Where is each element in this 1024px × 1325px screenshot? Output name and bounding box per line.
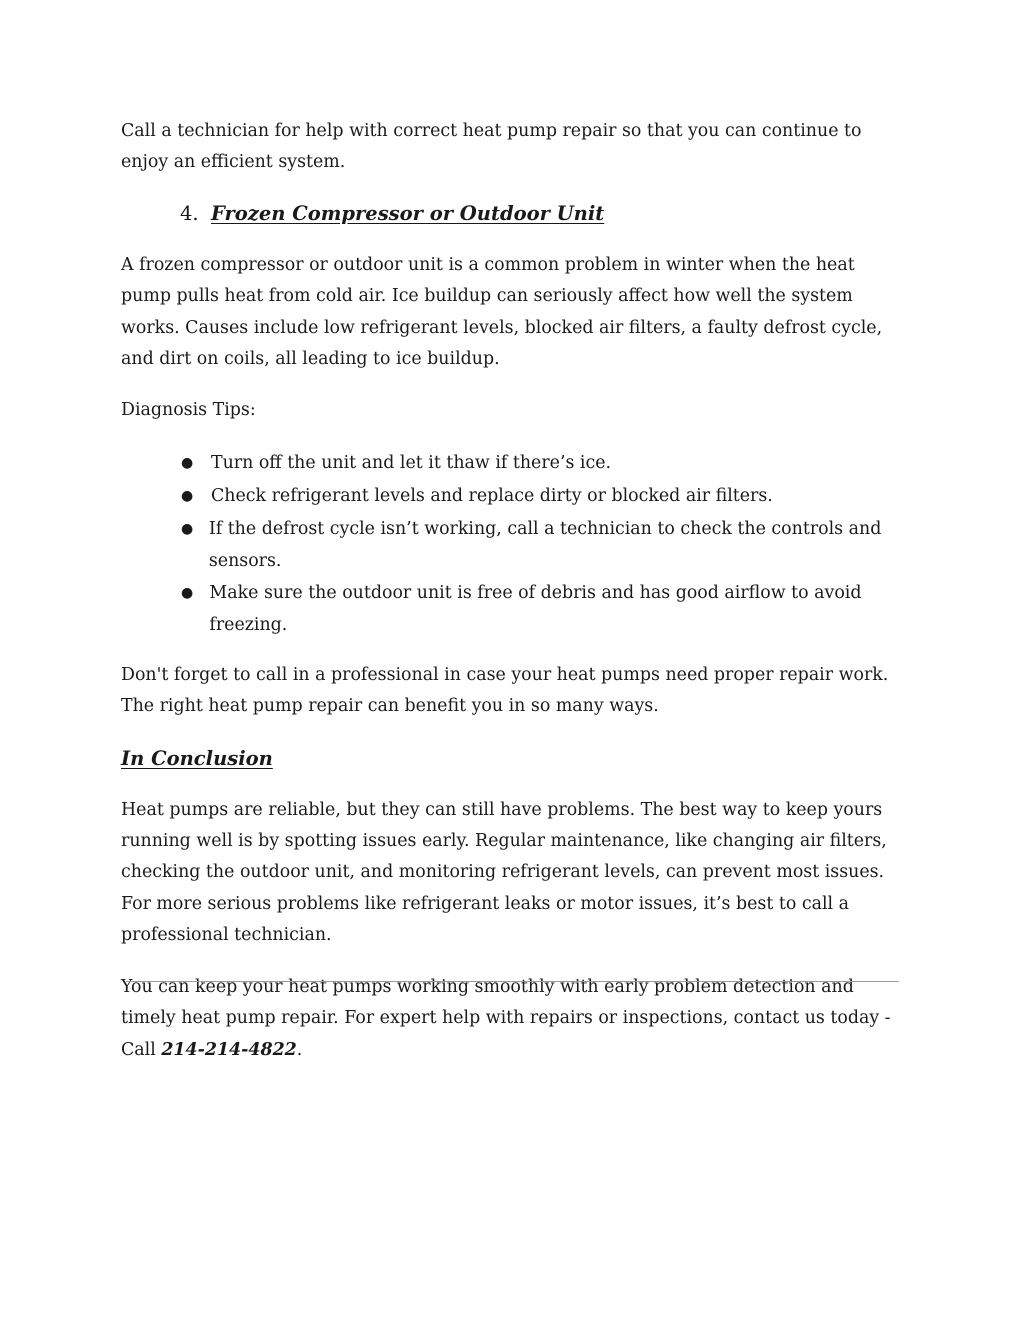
section-number: 4. [180, 201, 199, 225]
list-item [181, 513, 906, 577]
horizontal-divider [126, 981, 899, 982]
conclusion-heading: In Conclusion [121, 746, 273, 770]
conclusion-period: . [296, 1039, 303, 1060]
list-item [181, 447, 906, 480]
bullet-icon: ● [181, 487, 194, 504]
section-4-heading [180, 198, 906, 230]
tip-text: Turn off the unit and let it thaw if there’s ice. [211, 452, 612, 473]
tip-text: If the defrost cycle isn’t working, call a technician to check the controls and sensors. [208, 518, 882, 571]
call-professional-paragraph: Don't forget to call in a professional in case your heat pumps need proper repair work. The right heat pump repair can benefit you in so many ways. [121, 664, 889, 717]
bullet-icon: ● [181, 454, 194, 471]
list-item [181, 577, 906, 641]
phone-number: 214-214-4822 [161, 1039, 297, 1060]
list-item [181, 480, 906, 513]
intro-paragraph: Call a technician for help with correct heat pump repair so that you can continue to enjoy an efficient system. [121, 121, 862, 173]
document-page [121, 116, 906, 1066]
frozen-description-paragraph: A frozen compressor or outdoor unit is a common problem in winter when the heat pump pulls heat from cold air. Ice buildup can seriously affect how well the system works. Causes include low refrigerant levels, blocked air filters, a faulty defrost cycle, and dirt on coils, all leading to ice buildup. [121, 254, 883, 370]
tip-text: Make sure the outdoor unit is free of debris and has good airflow to avoid freezing. [209, 582, 862, 635]
diagnosis-tips-list [121, 447, 906, 641]
bullet-icon: ● [181, 520, 194, 537]
tip-text: Check refrigerant levels and replace dirty or blocked air filters. [211, 485, 773, 506]
conclusion-paragraph-1: Heat pumps are reliable, but they can still have problems. The best way to keep yours running well is by spotting issues early. Regular maintenance, like changing air filters, checking the outdoor unit, and monitoring refrigerant levels, can prevent most issues. For more serious problems like refrigerant leaks or motor issues, it’s best to call a professional technician. [121, 799, 887, 946]
bullet-icon: ● [181, 584, 194, 601]
diagnosis-label: Diagnosis Tips: [121, 400, 256, 421]
section-title: Frozen Compressor or Outdoor Unit [211, 201, 605, 225]
conclusion-text: You can keep your heat pumps working smoothly with early problem detection and timely heat pump repair. For expert help with repairs or inspections, contact us today - Call [121, 976, 891, 1060]
conclusion-paragraph-2 [121, 972, 906, 1066]
